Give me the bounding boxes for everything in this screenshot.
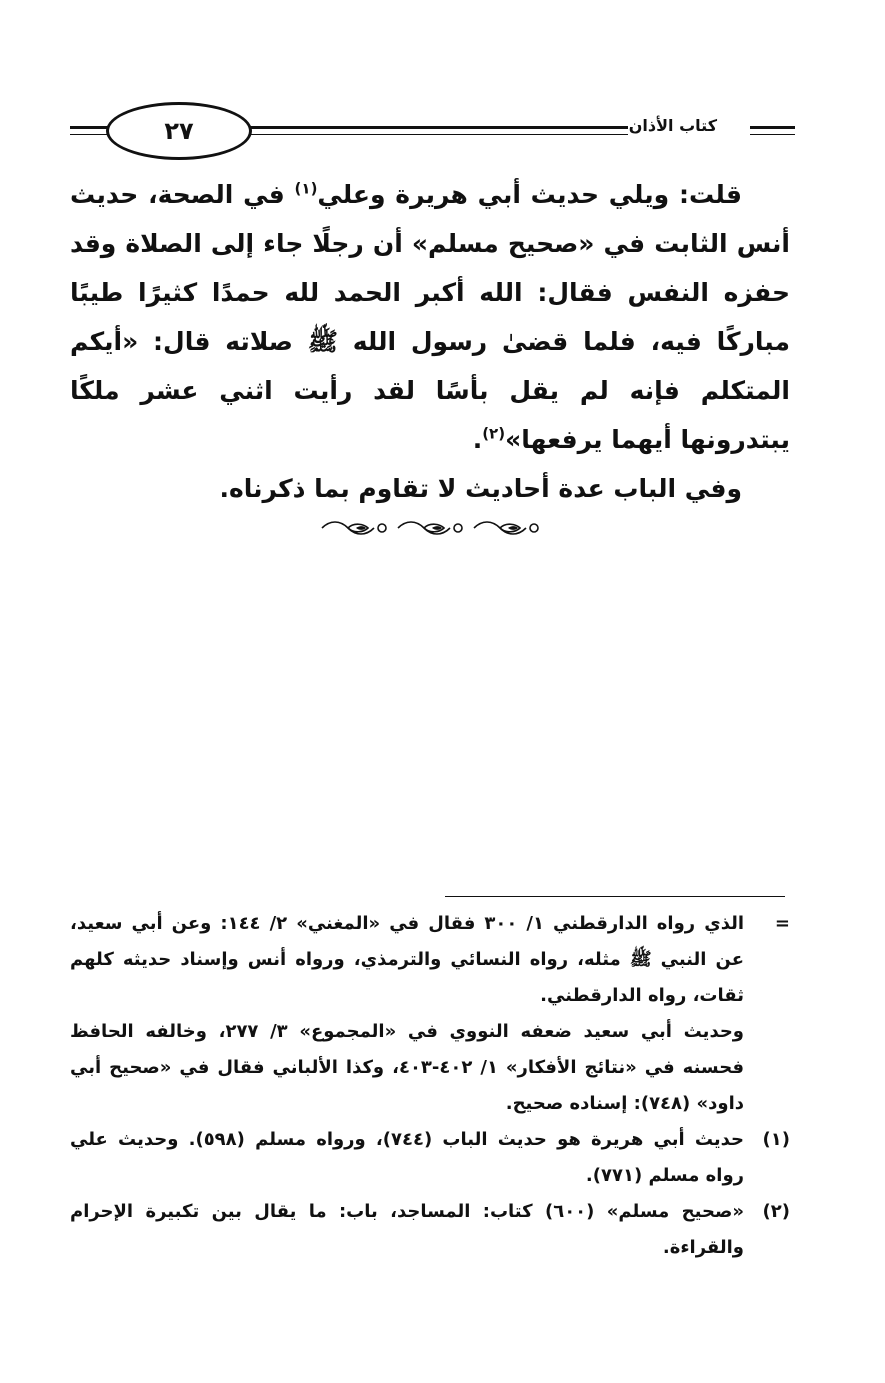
- footnote-continuation-text: الذي رواه الدارقطني ١/ ٣٠٠ فقال في «المغني» ٢/ ١٤٤: وعن أبي سعيد، عن النبي ﷺ مثله، رواه النسائي والترمذي، ورواه أنس وإسناد حديثه كلهم ثقات، رواه الدارقطني.: [70, 913, 745, 1006]
- footnote-2-mark: (٢): [762, 1201, 790, 1222]
- footnote-1-text: حديث أبي هريرة هو حديث الباب (٧٤٤)، ورواه مسلم (٥٩٨). وحديث علي رواه مسلم (٧٧١).: [70, 1129, 745, 1186]
- footnote-separator: [445, 896, 785, 897]
- footnote-continuation: [70, 906, 790, 1014]
- footnotes: [70, 906, 790, 1266]
- ornament-divider: [318, 516, 544, 540]
- footnote-1-mark: (١): [762, 1129, 790, 1150]
- header-rule-left: [70, 126, 110, 129]
- footnote-2-text: «صحيح مسلم» (٦٠٠) كتاب: المساجد، باب: ما يقال بين تكبيرة الإحرام والقراءة.: [70, 1201, 744, 1258]
- page-number-oval: [106, 102, 252, 160]
- paragraph-1-text-a: قلت: ويلي حديث أبي هريرة وعلي: [317, 180, 742, 209]
- footnote-ref-1: (١): [294, 179, 318, 198]
- chapter-title: كتاب الأذان: [628, 116, 717, 135]
- page-header: [70, 98, 795, 164]
- footnote-ref-2: (٢): [482, 424, 506, 443]
- paragraph-1-end: .: [472, 425, 483, 454]
- footnote-continuation-mark: =: [774, 913, 790, 934]
- header-rule-middle-thin: [248, 134, 628, 135]
- main-text: [70, 170, 790, 513]
- footnote-2: [70, 1194, 790, 1266]
- footnote-continuation-text-2: وحديث أبي سعيد ضعفه النووي في «المجموع» ٣/ ٢٧٧، وخالفه الحافظ فحسنه في «نتائج الأفكار» ١/ ٤٠٢-٤٠٣، وكذا الألباني فقال في «صحيح أبي داود» (٧٤٨): إسناده صحيح.: [70, 1021, 745, 1114]
- header-rule-right-thin: [750, 134, 795, 135]
- page-number: ٢٧: [164, 117, 194, 145]
- header-rule-right: [750, 126, 795, 129]
- paragraph-1-text-b: في الصحة، حديث أنس الثابت في «صحيح مسلم» أن رجلًا جاء إلى الصلاة وقد حفزه النفس فقال: الله أكبر الحمد لله حمدًا كثيرًا طيبًا مباركًا فيه، فلما قضىٰ رسول الله ﷺ صلاته قال: «أيكم المتكلم فإنه لم يقل بأسًا لقد رأيت اثني عشر ملكًا يبتدرونها أيهما يرفعها»: [70, 180, 790, 454]
- header-rule-left-thin: [70, 134, 110, 135]
- header-rule-middle: [248, 126, 628, 129]
- paragraph-2: وفي الباب عدة أحاديث لا تقاوم بما ذكرناه.: [219, 474, 742, 503]
- paragraph-1: [70, 170, 790, 464]
- footnote-1: [70, 1122, 790, 1194]
